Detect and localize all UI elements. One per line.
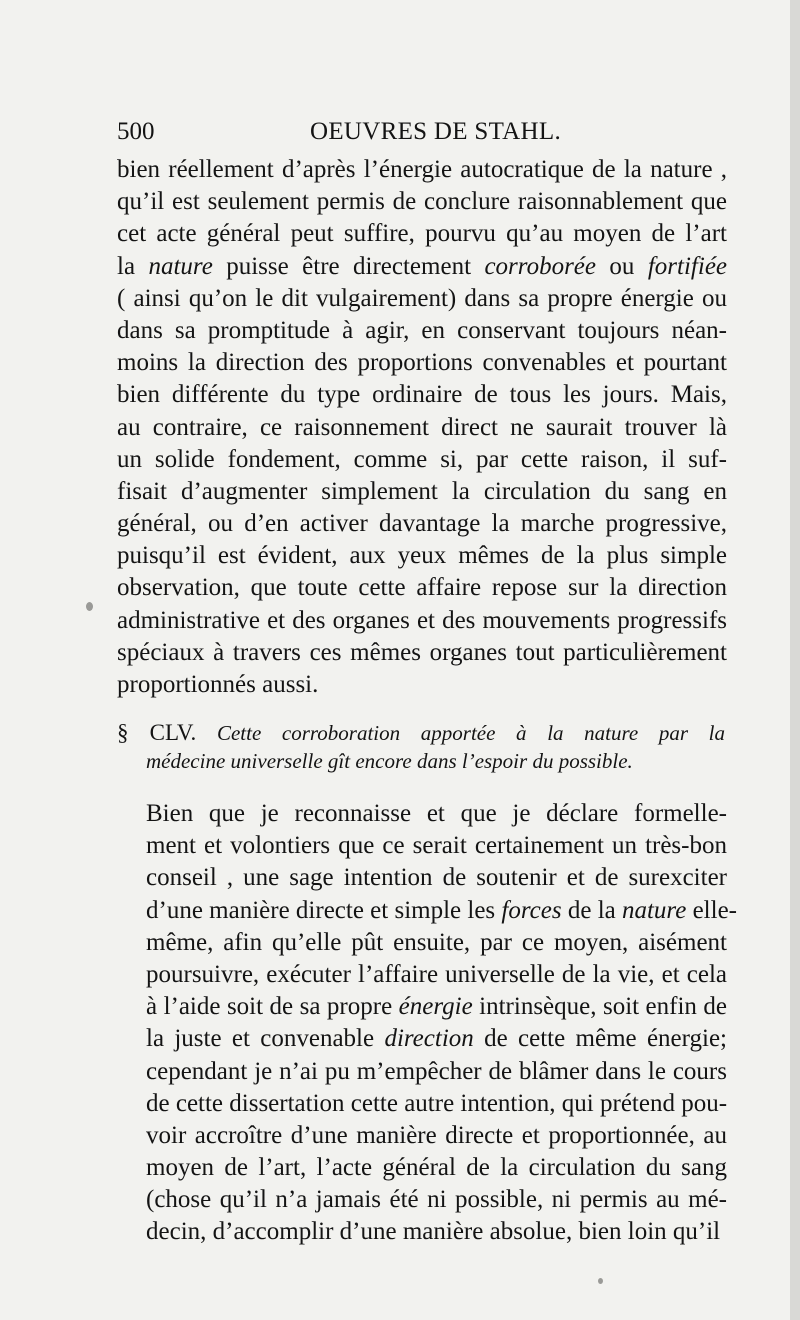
paragraph-1-line: ( ainsi qu’on le dit vulgairement) dans sa propre énergie ou bbox=[117, 284, 727, 312]
ink-spot bbox=[598, 1278, 603, 1284]
paragraph-1-line: moins la direction des proportions convenables et pourtant bbox=[117, 349, 727, 377]
paragraph-2-line: la juste et convenable direction de cette même énergie; bbox=[146, 1025, 727, 1053]
paragraph-2-line: poursuivre, exécuter l’affaire universelle de la vie, et cela bbox=[146, 960, 727, 988]
paragraph-1-line: observation, que toute cette affaire repose sur la direction bbox=[117, 574, 727, 602]
italic-term: corroborée bbox=[484, 252, 597, 280]
running-title: OEUVRES DE STAHL. bbox=[310, 118, 562, 145]
page-number: 500 bbox=[117, 118, 155, 145]
paragraph-1-line: qu’il est seulement permis de conclure raisonnablement que bbox=[117, 188, 727, 216]
paragraph-2-line: cependant je n’ai pu m’empêcher de blâmer dans le cours bbox=[146, 1057, 727, 1085]
paragraph-1-line: administrative et des organes et des mouvements progressifs bbox=[117, 606, 727, 634]
italic-term: direction bbox=[384, 1025, 474, 1053]
section-heading bbox=[117, 719, 725, 775]
ink-spot bbox=[86, 602, 93, 611]
paragraph-2-line: à l’aide soit de sa propre énergie intrinsèque, soit enfin de bbox=[146, 993, 727, 1021]
paragraph-1-line: dans sa promptitude à agir, en conservant toujours néan- bbox=[117, 316, 727, 344]
paragraph-1-line: spéciaux à travers ces mêmes organes tout particulièrement bbox=[117, 638, 727, 666]
italic-term: énergie bbox=[398, 993, 473, 1021]
paragraph-1-line: général, ou d’en activer davantage la marche progressive, bbox=[117, 510, 727, 538]
paragraph-1-line: fisait d’augmenter simplement la circulation du sang en bbox=[117, 477, 727, 505]
paragraph-2-line: voir accroître d’une manière directe et proportionnée, au bbox=[146, 1121, 727, 1149]
italic-term: forces bbox=[501, 896, 562, 924]
paragraph-1-line: puisqu’il est évident, aux yeux mêmes de la plus simple bbox=[117, 542, 727, 570]
paragraph-2-line: moyen de l’art, l’acte général de la circulation du sang bbox=[146, 1154, 727, 1182]
section-title-line-2: médecine universelle gît encore dans l’espoir du possible. bbox=[146, 749, 633, 773]
paragraph-1-line: cet acte général peut suffire, pourvu qu’au moyen de l’art bbox=[117, 220, 727, 248]
italic-term: nature bbox=[621, 896, 687, 924]
paragraph-2-line: conseil , une sage intention de soutenir et de surexciter bbox=[146, 864, 727, 892]
paragraph-2-line: decin, d’accomplir d’une manière absolue, bien loin qu’il bbox=[146, 1218, 721, 1246]
paragraph-1-line: bien réellement d’après l’énergie autocratique de la nature , bbox=[117, 156, 727, 183]
paragraph-1 bbox=[117, 154, 727, 701]
paragraph-1-line: au contraire, ce raisonnement direct ne saurait trouver là bbox=[117, 413, 727, 441]
section-mark: § CLV. bbox=[117, 720, 197, 745]
paragraph-2-line: de cette dissertation cette autre intention, qui prétend pou- bbox=[146, 1089, 728, 1117]
paragraph-2-line: (chose qu’il n’a jamais été ni possible, ni permis au mé- bbox=[146, 1186, 727, 1214]
section-title-line-1: Cette corroboration apportée à la nature par la bbox=[216, 721, 725, 745]
paragraph-2-line: d’une manière directe et simple les forces de la nature elle- bbox=[146, 896, 737, 924]
paragraph-2-line: même, afin qu’elle pût ensuite, par ce moyen, aisément bbox=[146, 928, 727, 956]
paragraph-2-line: ment et volontiers que ce serait certainement un très-bon bbox=[146, 832, 727, 860]
paragraph-1-line: la nature puisse être directement corroborée ou fortifiée bbox=[117, 252, 728, 280]
page-header bbox=[117, 112, 727, 152]
section-heading-line-1 bbox=[117, 719, 725, 747]
paragraph-1-line: proportionnés aussi. bbox=[117, 671, 319, 698]
paragraph-2-line: Bien que je reconnaisse et que je déclare formelle- bbox=[146, 800, 727, 827]
paragraph-1-line: un solide fondement, comme si, par cette raison, il suf- bbox=[117, 445, 727, 473]
paragraph-1-line: bien différente du type ordinaire de tous les jours. Mais, bbox=[117, 381, 727, 409]
page-edge bbox=[790, 0, 800, 1320]
italic-term: fortifiée bbox=[647, 252, 728, 280]
paragraph-2 bbox=[117, 798, 737, 1249]
italic-term: nature bbox=[148, 252, 213, 280]
